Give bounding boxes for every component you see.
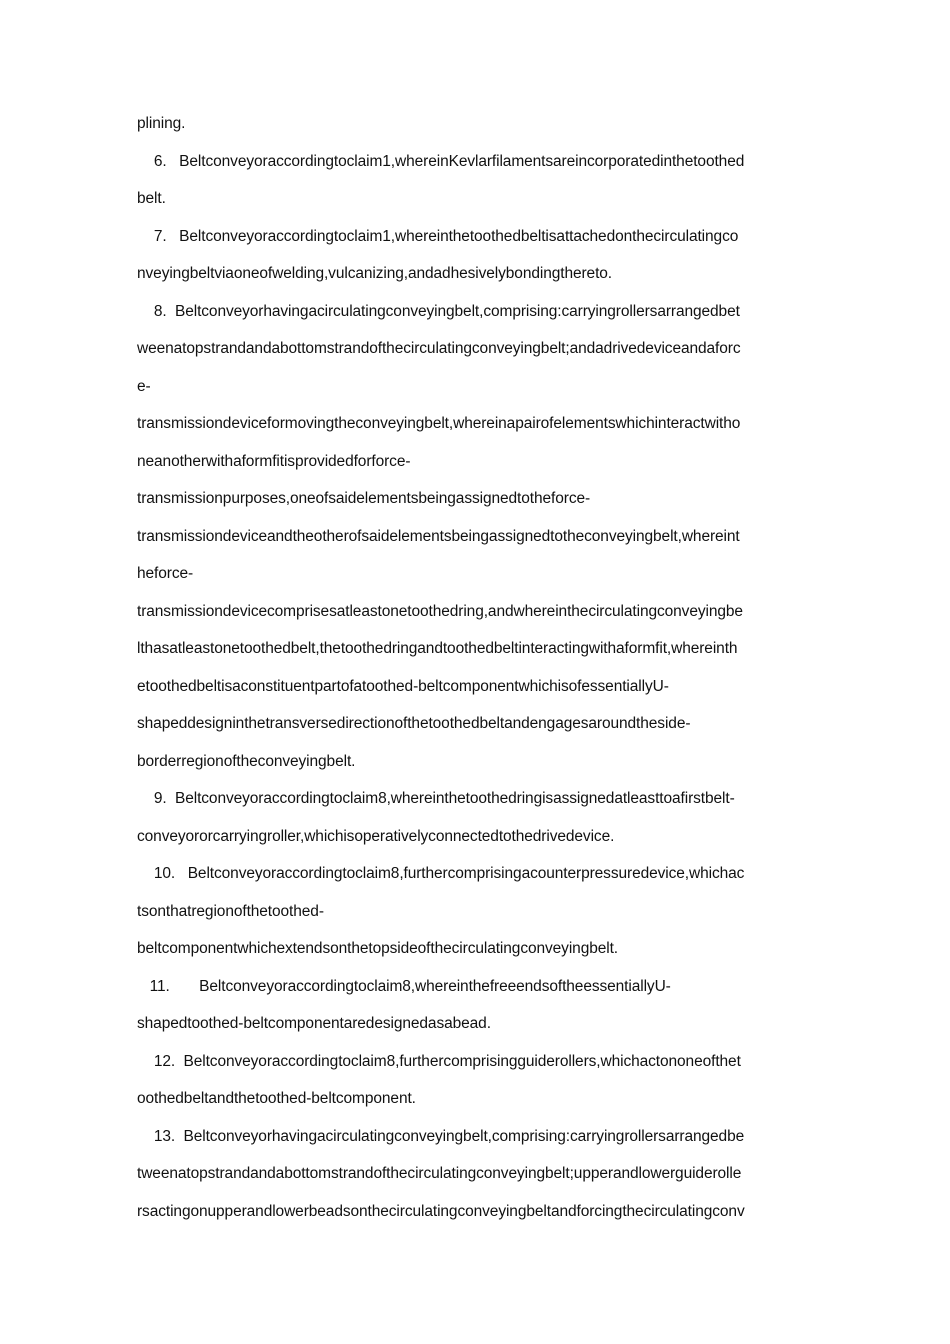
text-line: 9. Beltconveyoraccordingtoclaim8,whereinthetoothedringisassignedatleasttoafirstbelt- [137, 790, 735, 807]
text-line: 7. Beltconveyoraccordingtoclaim1,whereinthetoothedbeltisattachedonthecirculatingco [137, 228, 739, 245]
text-line: shapedtoothed-beltcomponentaredesignedasabead. [137, 1015, 491, 1032]
text-line: belt. [137, 190, 166, 207]
text-line: borderregionoftheconveyingbelt. [137, 753, 356, 770]
text-line: oothedbeltandthetoothed-beltcomponent. [137, 1090, 416, 1107]
text-line: transmissiondeviceandtheotherofsaidelementsbeingassignedtotheconveyingbelt,whereint [137, 528, 740, 545]
text-line: rsactingonupperandlowerbeadsonthecirculatingconveyingbeltandforcingthecirculatingconv [137, 1203, 745, 1220]
text-line: 12. Beltconveyoraccordingtoclaim8,furthercomprisingguiderollers,whichactononeofthet [137, 1053, 741, 1070]
text-line: shapeddesigninthetransversedirectionofthetoothedbeltandengagesaroundtheside- [137, 715, 691, 732]
text-line: 10. Beltconveyoraccordingtoclaim8,furthercomprisingacounterpressuredevice,whichac [137, 865, 745, 882]
text-line: etoothedbeltisaconstituentpartofatoothed-beltcomponentwhichisofessentiallyU- [137, 678, 669, 695]
text-line: conveyororcarryingroller,whichisoperativelyconnectedtothedrivedevice. [137, 828, 615, 845]
text-line: heforce- [137, 565, 194, 582]
text-line: e- [137, 378, 151, 395]
text-line: transmissiondevicecomprisesatleastonetoothedring,andwhereinthecirculatingconveyingbe [137, 603, 743, 620]
text-line: tsonthatregionofthetoothed- [137, 903, 324, 920]
text-line: lthasatleastonetoothedbelt,thetoothedringandtoothedbeltinteractingwithaformfit,whereinth [137, 640, 738, 657]
text-line: nveyingbeltviaoneofwelding,vulcanizing,andadhesivelybondingthereto. [137, 265, 613, 282]
text-line: tweenatopstrandandabottomstrandofthecirculatingconveyingbelt;upperandlowerguiderolle [137, 1165, 742, 1182]
text-line: transmissionpurposes,oneofsaidelementsbeingassignedtotheforce- [137, 490, 591, 507]
text-line: plining. [137, 115, 186, 132]
text-line: 11. Beltconveyoraccordingtoclaim8,whereinthefreeendsoftheessentiallyU- [137, 978, 671, 995]
text-line: transmissiondeviceformovingtheconveyingbelt,whereinapairofelementswhichinteractwitho [137, 415, 741, 432]
text-line: neanotherwithaformfitisprovidedforforce- [137, 453, 411, 470]
text-line: 8. Beltconveyorhavingacirculatingconveyingbelt,comprising:carryingrollersarrangedbet [137, 303, 740, 320]
text-line: weenatopstrandandabottomstrandofthecirculatingconveyingbelt;andadrivedeviceandaforc [137, 340, 741, 357]
text-line: 13. Beltconveyorhavingacirculatingconveyingbelt,comprising:carryingrollersarrangedbe [137, 1128, 745, 1145]
text-line: beltcomponentwhichextendsonthetopsideofthecirculatingconveyingbelt. [137, 940, 619, 957]
text-line: 6. Beltconveyoraccordingtoclaim1,whereinKevlarfilamentsareincorporatedinthetoothed [137, 153, 745, 170]
